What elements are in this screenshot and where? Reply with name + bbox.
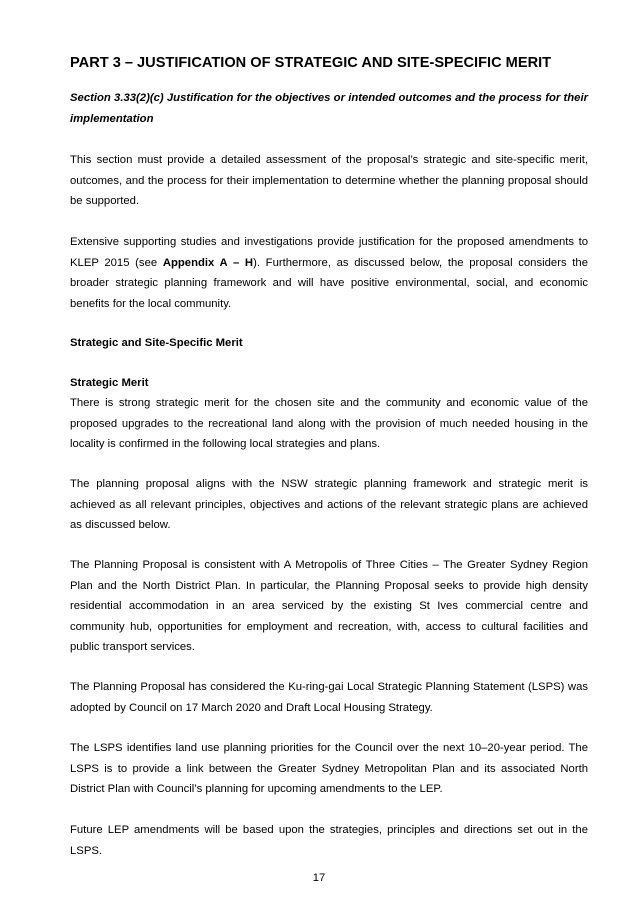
paragraph-text: ). Furthermore, as discussed below, the proposal considers the broader strategic planning framework and will have positive environmental, social, and economic benefits for the local community. [70,256,588,310]
heading-strategic-site-merit: Strategic and Site-Specific Merit [70,337,243,349]
paragraph-future-lep: Future LEP amendments will be based upon the strategies, principles and directions set out in the LSPS. [70,824,588,857]
paragraph-lsps-considered: The Planning Proposal has considered the Ku-ring-gai Local Strategic Planning Statement (LSPS) was adopted by Council on 17 March 2020 and Draft Local Housing Strategy. [70,681,588,714]
appendix-reference: Appendix A – H [162,256,254,269]
paragraph-metropolis: The Planning Proposal is consistent with A Metropolis of Three Cities – The Greater Sydney Region Plan and the North District Plan. In particular, the Planning Proposal seeks to provide high density residential accommodation in an area serviced by the existing St Ives commercial centre and community hub, opportunities for employment and recreation, with, access to cultural facilities and public transport services. [70,559,588,653]
paragraph-text: Extensive supporting studies and investigations provide justification for the proposed amendments to KLEP 2015 (see [70,236,588,269]
paragraph-nsw-framework: The planning proposal aligns with the NSW strategic planning framework and strategic merit is achieved as all relevant principles, objectives and actions of the relevant strategic plans are achieved as discussed below. [70,478,588,531]
paragraph-lsps-priorities: The LSPS identifies land use planning priorities for the Council over the next 10–20-year period. The LSPS is to provide a link between the Greater Sydney Metropolitan Plan and its associated North District Plan with Council’s planning for upcoming amendments to the LEP. [70,742,588,795]
paragraph-strong-merit: There is strong strategic merit for the chosen site and the community and economic value of the proposed upgrades to the recreational land along with the provision of much needed housing in the locality is confirmed in the following local strategies and plans. [70,397,588,450]
paragraph-supporting-studies [70,232,588,314]
section-title: Section 3.33(2)(c) Justification for the objectives or intended outcomes and the process for their implementation [70,92,588,125]
heading-strategic-merit: Strategic Merit [70,377,149,389]
page-number: 17 [312,872,326,884]
part-heading: PART 3 – JUSTIFICATION OF STRATEGIC AND SITE-SPECIFIC MERIT [70,55,552,71]
paragraph-assessment: This section must provide a detailed assessment of the proposal’s strategic and site-specific merit, outcomes, and the process for their implementation to determine whether the planning proposal should be supported. [70,154,588,207]
